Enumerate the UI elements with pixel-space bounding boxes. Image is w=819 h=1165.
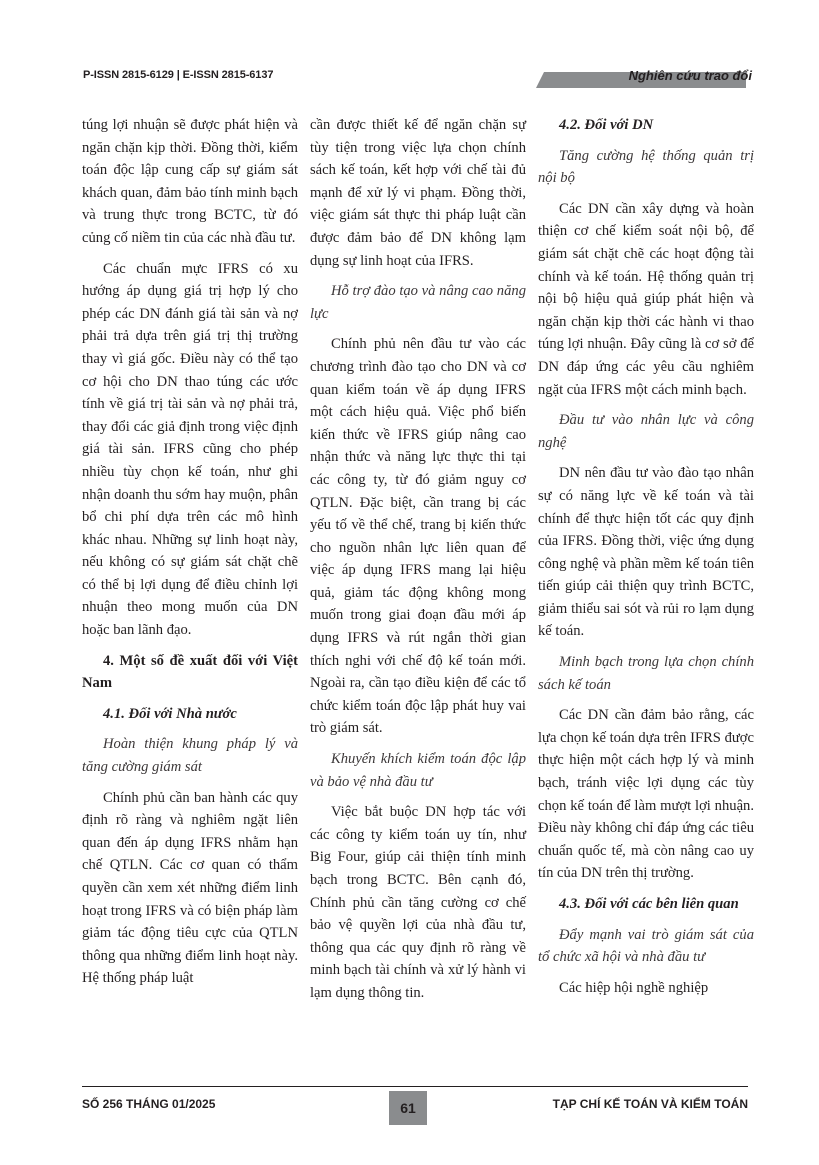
subheading: Tăng cường hệ thống quản trị nội bộ [538,147,754,187]
paragraph: Chính phủ cần ban hành các quy định rõ ràng và nghiêm ngặt liên quan đến áp dụng IFRS nhằm hạn chế QTLN. Các cơ quan có thẩm quyền cần xem xét những điểm linh hoạt trong IFRS và có biện pháp làm giảm tác động tiêu cực của QTLN thông qua những điểm linh hoạt này. Hệ thống pháp luật [82,789,298,987]
subheading: Đẩy mạnh vai trò giám sát của tổ chức xã hội và nhà đầu tư [538,926,754,966]
subsection-heading: 4.1. Đối với Nhà nước [103,705,237,722]
paragraph: Việc bắt buộc DN hợp tác với các công ty kiểm toán uy tín, như Big Four, giúp cải thiện tính minh bạch trong BCTC. Bên cạnh đó, Chính phủ cần tăng cường cơ chế bảo vệ quyền lợi của nhà đầu tư, thông qua các quy định rõ ràng về minh bạch tài chính và xử lý hành vi lạm dụng thông tin. [310,804,526,1001]
journal-name: TẠP CHÍ KẾ TOÁN VÀ KIỂM TOÁN [552,1097,748,1111]
paragraph: Các DN cần xây dựng và hoàn thiện cơ chế kiểm soát nội bộ, để giám sát chặt chẽ các hoạt động tài chính và kế toán. Hệ thống quản trị nội bộ hiệu quả giúp phát hiện và ngăn chặn kịp thời các hành vi thao túng lợi nhuận. Đây cũng là cơ sở để DN đáp ứng các yêu cầu nghiêm ngặt của IFRS một cách minh bạch. [538,200,754,398]
section-heading: 4. Một số đề xuất đối với Việt Nam [82,652,298,692]
page-number: 61 [400,1100,416,1116]
subsection-heading: 4.3. Đối với các bên liên quan [559,896,739,912]
footer-rule [82,1086,748,1087]
paragraph: Chính phủ nên đầu tư vào các chương trình đào tạo cho DN và cơ quan kiểm toán về áp dụng IFRS một cách hiệu quả. Việc phổ biến kiến thức về IFRS giúp nâng cao nhận thức và năng lực thực thi tại các công ty, từ đó giảm nguy cơ QTLN. Đặc biệt, cần trang bị các yếu tố về thể chế, trang bị kiến thức cho nguồn nhân lực liên quan để việc áp dụng IFRS mang lại hiệu quả, giảm tác động không mong muốn trong giai đoạn đầu mới áp dụng IFRS và rút ngắn thời gian thích nghi với chế độ kế toán mới. Ngoài ra, cần tạo điều kiện để các tổ chức kiểm toán độc lập phát huy vai trò giám sát. [310,336,526,737]
paragraph: Các chuẩn mực IFRS có xu hướng áp dụng giá trị hợp lý cho phép các DN đánh giá tài sản và nợ phải trả dựa trên giá trị thị trường thay vì giá gốc. Điều này có thể tạo cơ hội cho DN thao túng các ước tính về giá trị tài sản và nợ phải trả, thay đổi các giả định trong việc định giá tài sản. IFRS cũng cho phép nhiều tùy chọn kế toán, như ghi nhận doanh thu sớm hay muộn, phân bổ chi phí dựa trên các mô hình khác nhau. Những sự linh hoạt này, nếu không có sự giám sát chặt chẽ có thể bị lợi dụng để điều chỉnh lợi nhuận theo mong muốn của DN hoặc ban lãnh đạo. [82,260,298,639]
text-column-1 [82,114,298,998]
subheading: Hỗ trợ đào tạo và nâng cao năng lực [310,283,526,322]
text-column-3 [538,114,754,1007]
subsection-heading: 4.2. Đối với DN [559,117,654,133]
text-column-2 [310,114,526,1013]
section-title: Nghiên cứu trao đổi [628,68,752,83]
paragraph: túng lợi nhuận sẽ được phát hiện và ngăn chặn kịp thời. Đồng thời, kiểm toán độc lập cung cấp sự giám sát khách quan, đảm bảo tính minh bạch và trung thực trong BCTC, từ đó củng cố niềm tin của các nhà đầu tư. [82,117,298,246]
issue-label: SỐ 256 THÁNG 01/2025 [82,1097,216,1111]
subheading: Đầu tư vào nhân lực và công nghệ [538,412,754,451]
page-number-box [389,1091,427,1125]
subheading: Minh bạch trong lựa chọn chính sách kế toán [538,654,754,693]
paragraph: Các hiệp hội nghề nghiệp [559,979,709,996]
paragraph: cần được thiết kế để ngăn chặn sự tùy tiện trong việc lựa chọn chính sách kế toán, kết hợp với chế tài đủ mạnh để xử lý vi phạm. Đồng thời, việc giám sát thực thi pháp luật cần được đảm bảo để DN không lạm dụng sự linh hoạt của IFRS. [310,117,526,269]
paragraph: DN nên đầu tư vào đào tạo nhân sự có năng lực về kế toán và tài chính để thực hiện tốt các quy định của IFRS. Đồng thời, việc ứng dụng công nghệ và phần mềm kế toán tiên tiến giúp cải thiện quy trình BCTC, giảm thiểu sai sót và rủi ro lạm dụng kế toán. [538,465,754,640]
paragraph: Các DN cần đảm bảo rằng, các lựa chọn kế toán dựa trên IFRS được thực hiện một cách hợp lý và minh bạch, tránh việc lợi dụng các tùy chọn kế toán để làm mượt lợi nhuận. Điều này không chỉ đáp ứng các tiêu chuẩn quốc tế, mà còn nâng cao uy tín của DN trên thị trường. [538,707,754,882]
subheading: Hoàn thiện khung pháp lý và tăng cường giám sát [82,736,298,776]
subheading: Khuyến khích kiểm toán độc lập và bảo vệ nhà đầu tư [310,751,526,790]
issn-line: P-ISSN 2815-6129 | E-ISSN 2815-6137 [83,69,274,81]
